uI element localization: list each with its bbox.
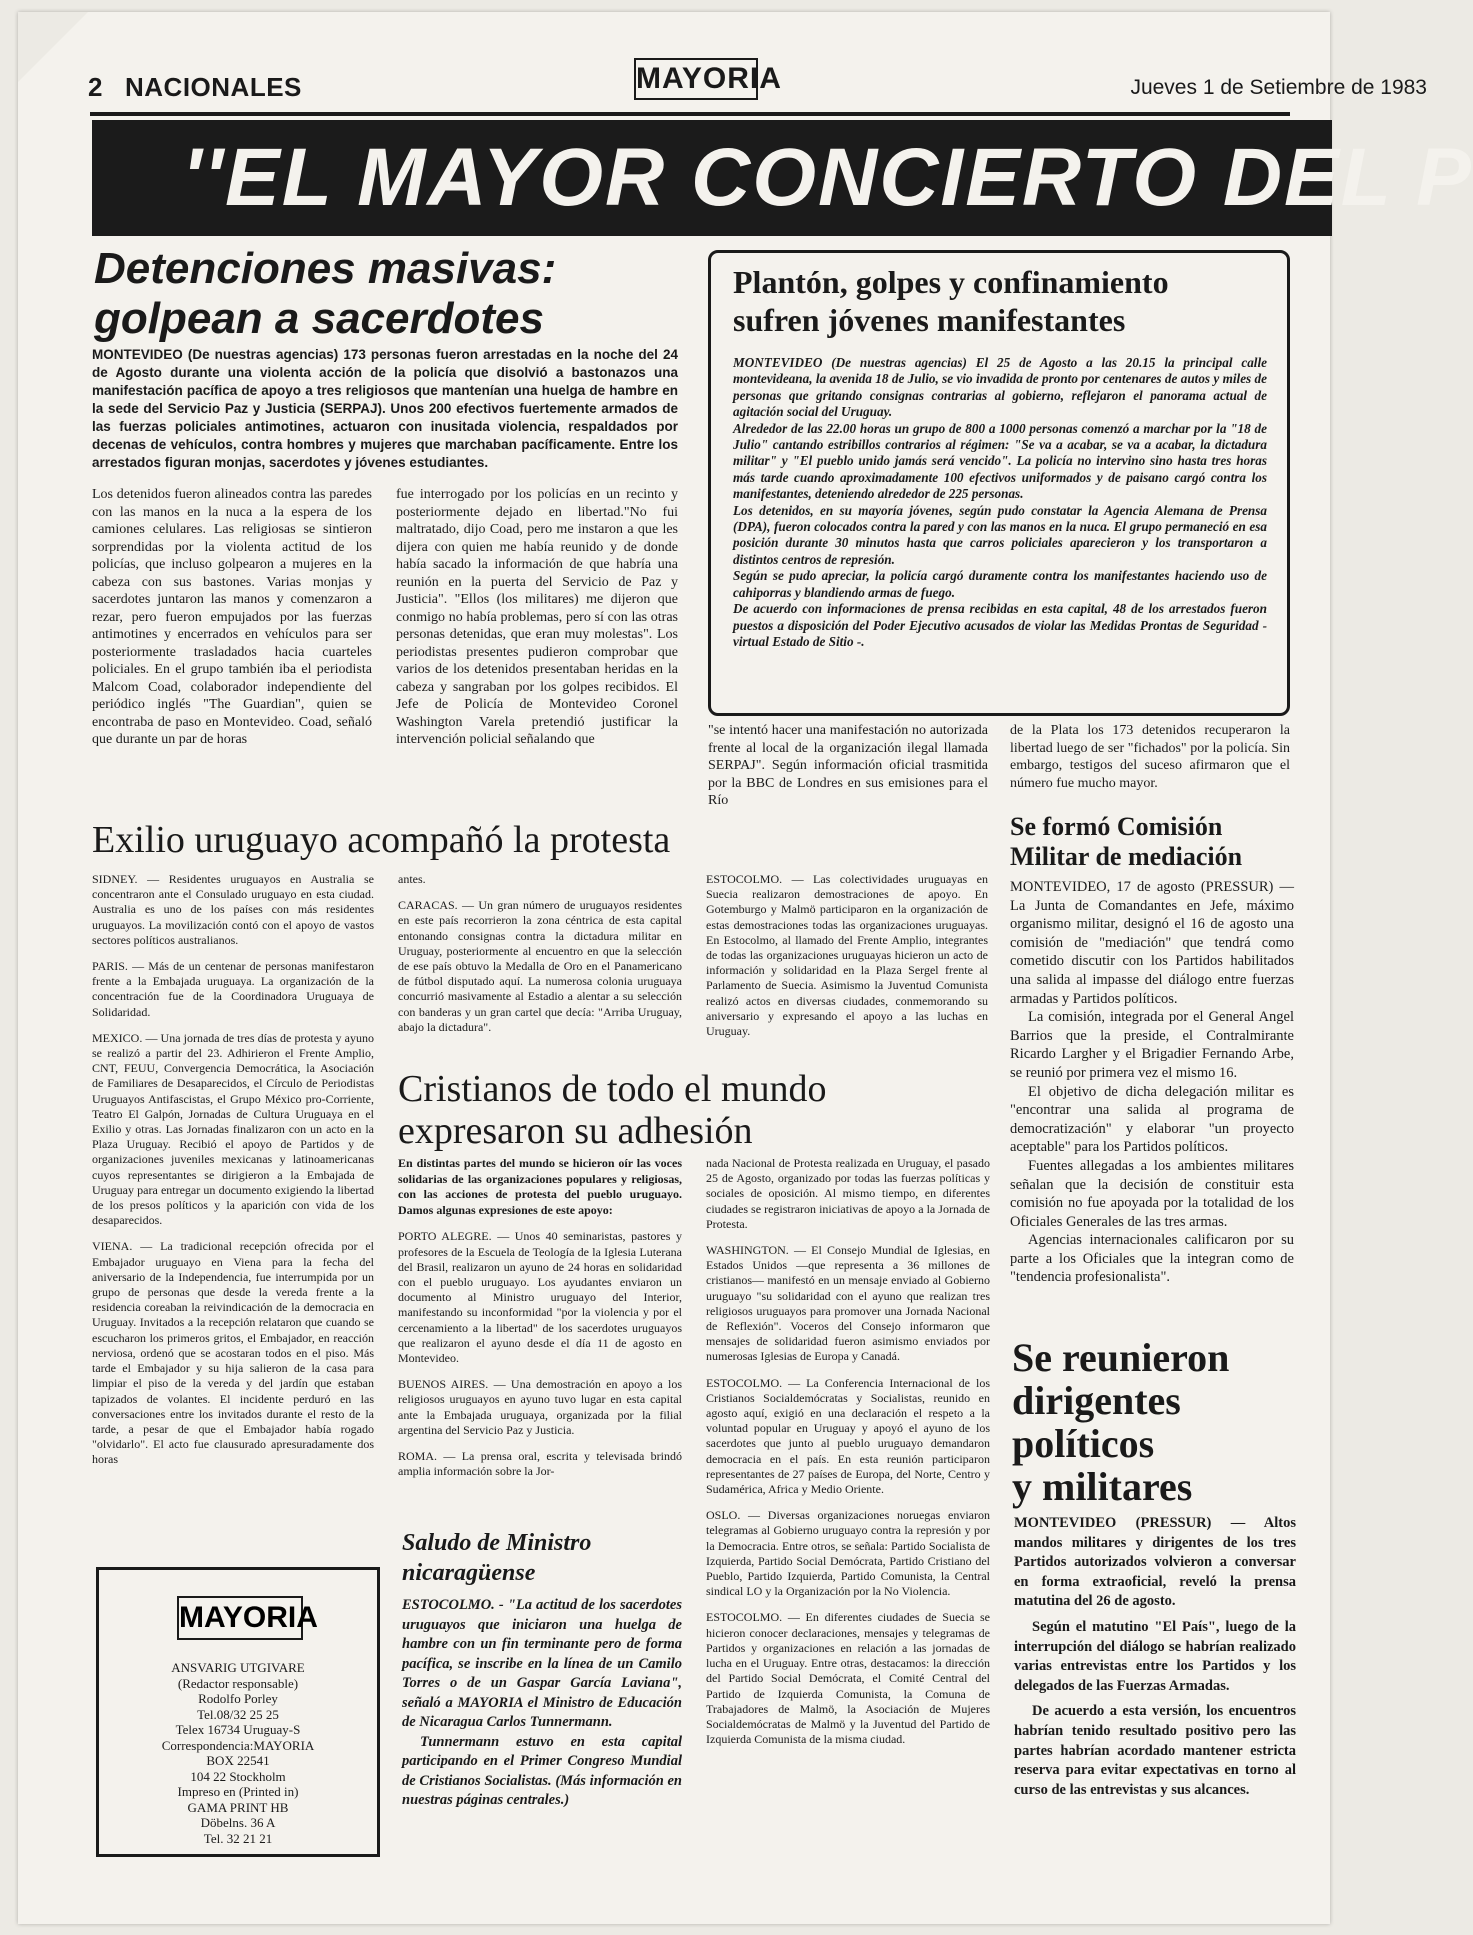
comision-paragraph: El objetivo de dicha delegación militar es "encontrar una salida al programa de democratización" y elaborar "un proyecto aceptable" para los Partidos políticos. (1010, 1083, 1294, 1156)
box-body (733, 355, 1267, 650)
box-title-line2: sufren jóvenes manifestantes (733, 302, 1126, 338)
box-title-line1: Plantón, golpes y confinamiento (733, 264, 1169, 300)
reunieron-body (1014, 1514, 1296, 1874)
reunieron-title (1012, 1336, 1292, 1508)
saludo-body (402, 1596, 682, 1864)
saludo-title-line2: nicaragüense (402, 1560, 536, 1586)
saludo-title-line1: Saludo de Ministro (402, 1530, 592, 1556)
article-column-2: fue interrogado por los policías en un recinto y posteriormente dejado en libertad."No fui maltratado, dijo Coad, pero me instaron a que les dijera con quien me había reunido y de donde había sacado la información de que habría una reunión en la puerta del Servicio de Paz y Justicia". "Ellos (los militares) me dijeron que conmigo no había problemas, pero sí con las otras personas detenidas, que eran muy molestas". Los periodistas presentes pudieron comprobar que varios de los detenidos presentaban heridas en la cabeza y sangraban por los golpes recibidos. El Jefe de Policía de Montevideo Coronel Washington Varela pretendió justificar la intervención policial señalando que (396, 487, 678, 747)
exilio-column-2 (398, 872, 682, 1072)
imprint-logo: MAYORIA (177, 1596, 303, 1640)
imprint-line: (Redactor responsable) (177, 1675, 299, 1691)
imprint-line: Tel.08/32 25 25 (197, 1706, 279, 1722)
reunieron-paragraph: MONTEVIDEO (PRESSUR) — Altos mandos militares y dirigentes de los tres Partidos autorizados volvieron a conversar en forma extraoficial, reveló la prensa matutina del 26 de agosto. (1014, 1515, 1296, 1610)
section-name: NACIONALES (125, 72, 302, 102)
comision-paragraph: La comisión, integrada por el General Angel Barrios que la preside, el Contralmirante Ricardo Largher y el Brigadier Fernando Arbe, se reunió por primera vez el mismo 16. (1010, 1009, 1294, 1081)
reunieron-title-line1: Se reunieron (1012, 1335, 1230, 1380)
box-paragraph: De acuerdo con informaciones de prensa recibidas en esta capital, 48 de los arrestados fueron puestos a disposición del Poder Ejecutivo acusados de violar las Medidas Prontas de Seguridad - virtual Estado de Sitio -. (733, 601, 1267, 649)
saludo-paragraph: Tunnermann estuvo en esta capital participando en el Primer Congreso Mundial de Cristianos Socialistas. (Más información en nuestras páginas centrales.) (402, 1733, 682, 1808)
exilio-sidney: SIDNEY. — Residentes uruguayos en Australia se concentraron ante el Consulado uruguayo en esta ciudad. Australia es uno de los países con más residentes uruguayos. La movilización contó con el apoyo de vastos sectores políticos australianos. (92, 872, 374, 947)
article-title-line2: golpean a sacerdotes (94, 294, 544, 343)
box-paragraph: Según se pudo apreciar, la policía cargó duramente contra los manifestantes haciendo uso de cahiporras y blandiendo armas de fuego. (733, 568, 1267, 600)
reunieron-paragraph: Según el matutino "El País", luego de la interrupción del diálogo se habrían realizado varias entrevistas entre los Partidos y los delegados de las Fuerzas Armadas. (1014, 1618, 1296, 1694)
banner-headline: ''EL MAYOR CONCIERTO DEL P (92, 120, 1332, 236)
imprint-line: Rodolfo Porley (198, 1691, 278, 1706)
box-paragraph: Los detenidos, en su mayoría jóvenes, según pudo constatar la Agencia Alemana de Prensa (DPA), fueron colocados contra la pared y con las manos en la nuca. El grupo permaneció en esa posición durante 30 minutos hasta que carros policiales aparecieron y los transportaron a distintos centros de represión. (733, 502, 1267, 567)
cristianos-column-2 (706, 1156, 990, 1866)
page-number: 2 (88, 72, 103, 102)
cristianos-estocolmo-2: ESTOCOLMO. — En diferentes ciudades de Suecia se hicieron conocer declaraciones, mensajes y telegramas de Partidos y organizaciones en relación a las jornadas de lucha en el Uruguay. Entre otras, destacamos: la dirección del Partido Social Demócrata, el Comité Central del Partido de Izquierda Comunista, la Comuna de Trabajadores de Malmö, la Asociación de Mujeres Socialdemócratas de Malmö y la Juventud del Partido de Izquierda Comunista de la misma ciudad. (706, 1610, 990, 1747)
cristianos-title-line1: Cristianos de todo el mundo (398, 1068, 827, 1110)
box-title (733, 263, 1273, 339)
imprint-line: GAMA PRINT HB (187, 1799, 289, 1815)
article-column-4: de la Plata los 173 detenidos recuperaron la libertad luego de ser "fichados" por la policía. Sin embargo, testigos del suceso afirmaron que el número fue mucho mayor. (1010, 723, 1290, 791)
box-paragraph: MONTEVIDEO (De nuestras agencias) El 25 de Agosto a las 20.15 la principal calle montevideana, la avenida 18 de Julio, se vio invadida de pronto por centenares de autos y miles de personas que gritando consignas contrarias al gobierno, reflejaron el panorama actual de agitación social del Uruguay. (733, 355, 1267, 420)
cristianos-nada: nada Nacional de Protesta realizada en Uruguay, el pasado 25 de Agosto, organizado por todas las fuerzas políticas y sociales de oposición. Al mismo tiempo, en diferentes ciudades se registraron iniciativas de apoyo a la Jornada de Protesta. (706, 1156, 990, 1231)
comision-paragraph: Fuentes allegadas a los ambientes militares señalan que la decisión de constituir esta comisión no fue apoyada por la totalidad de los Oficiales Generales de las tres armas. (1010, 1157, 1294, 1230)
article-lead: MONTEVIDEO (De nuestras agencias) 173 personas fueron arrestadas en la noche del 24 de Agosto durante una violenta acción de la policía que disolvió a bastonazos una manifestación pacífica de apoyo a tres religiosos que mantenían una huelga de hambre en la sede del Servicio Paz y Justicia (SERPAJ). Unos 200 efectivos fuertemente armados de las fuerzas policiales antimotines, actuaron con inusitada violencia, respaldados por decenas de vehículos, contra hombres y mujeres que marchaban pacíficamente. Entre los arrestados figuran monjas, sacerdotes y jóvenes estudiantes. (92, 347, 678, 470)
reunieron-title-line2: dirigentes (1012, 1378, 1181, 1423)
box-paragraph: Alrededor de las 22.00 horas un grupo de 800 a 1000 personas comenzó a marchar por la "18 de Julio" cantando estribillos contrarios al régimen: "Se va a acabar, se va a acabar, la dictadura militar" y "El pueblo unido jamás será vencido". La policía no intervino sino hasta tres horas más tarde cuando aproximadamente 100 efectivos uniformados y de paisano cargó contra los manifestantes, deteniendo alrededor de 225 personas. (733, 420, 1267, 502)
header-rule (90, 112, 1290, 116)
article-title-line1: Detenciones masivas: (94, 244, 557, 293)
exilio-viena: VIENA. — La tradicional recepción ofrecida por el Embajador uruguayo en Viena para la fecha del aniversario de la Independencia, fue interrumpida por un grupo de personas que desde la vereda frente a la residencia coreaban la reivindicación de la democracia en Uruguay. Invitados a la recepción relataron que cuando se escucharon los primeros gritos, el Embajador, en reacción nerviosa, ordenó que se acostaran todos en el piso. Más tarde el Embajador y su hija salieron de la casa para limpiar el piso de la vereda y del jardín que estaban tapizados de volantes. El incidente perduró en las conversaciones entre los invitados durante el resto de la tarde, a pesar de que el Embajador había rogado "olvidarlo". El acto fue clausurado apresuradamente dos horas (92, 1239, 374, 1467)
cristianos-oslo: OSLO. — Diversas organizaciones noruegas enviaron telegramas al Gobierno uruguayo contra la represión y por la Democracia. Entre otros, se señala: Partido Socialista de Izquierda, Partido Social Demócrata, Partido Cristiano del Pueblo, Partido Izquierda, Partido Comunista, la Central sindical LO y la Organización por la No Violencia. (706, 1508, 990, 1599)
comision-title (1010, 812, 1290, 872)
comision-paragraph: Agencias internacionales calificaron por su parte a los Oficiales que la integran como de "tendencia profesionalista". (1010, 1232, 1294, 1286)
comision-body (1010, 878, 1294, 1328)
cristianos-column-1 (398, 1156, 682, 1516)
exilio-mexico: MEXICO. — Una jornada de tres días de protesta y ayuno se realizó a partir del 23. Adhirieron el Frente Amplio, CNT, FEUU, Convergencia Democrática, la Asociación de Familiares de Desaparecidos, el Círculo de Periodistas Uruguayos Antifascistas, el Grupo México pro-Corriente, Teatro El Galpón, Jornadas de Cultura Uruguaya en el Exilio y otras. Las Jornadas finalizaron con un acto en la Plaza Uruguay. Recibió el apoyo de Partidos y de organizaciones juveniles mexicanas y latinoamericanas cuyos representantes se dirigieron a la Embajada de Uruguay para entregar un documento exigiendo la libertad de los presos políticos y la aparición con vida de los desaparecidos. (92, 1030, 374, 1228)
imprint-line: Correspondencia:MAYORIA (161, 1737, 315, 1753)
exilio-paris: PARIS. — Más de un centenar de personas manifestaron frente a la Embajada uruguaya. La organización de la concentración fue de la Coordinadora Uruguaya de Solidaridad. (92, 959, 374, 1019)
imprint-line: BOX 22541 (206, 1753, 270, 1768)
boxed-article (708, 250, 1290, 716)
saludo-paragraph: ESTOCOLMO. - "La actitud de los sacerdotes uruguayos que iniciaron una huelga de hambre con un fin terminante pero de forma pacífica, se inscribe en la línea de un Camilo Torres o de un Gaspar García Laviana", señaló a MAYORIA el Ministro de Educación de Nicaragua Carlos Tunnermann. (402, 1597, 682, 1730)
masthead-logo: MAYORIA (634, 58, 758, 100)
imprint-line: Tel. 32 21 21 (203, 1830, 273, 1846)
cristianos-lead: En distintas partes del mundo se hicieron oír las voces solidarias de las organizaciones populares y religiosas, con las acciones de protesta del pueblo uruguayo. Damos algunas expresiones de este apoyo: (398, 1156, 682, 1217)
imprint-line: Döbelns. 36 A (200, 1815, 276, 1830)
exilio-column-3 (706, 872, 988, 1072)
reunieron-title-line3: políticos (1012, 1421, 1155, 1466)
article-column-1: Los detenidos fueron alineados contra las paredes con las manos en la nuca a la espera de los camiones celulares. Las religiosas se sintieron sorprendidas por la violenta actitud de los policías, que incluso golpearon a mujeres en la cabeza con sus bastones. Varias monjas y sacerdotes juntaron las manos y comenzaron a rezar, pero fueron empujados por las fuerzas antimotines y encerrados en vehículos para ser posteriormente trasladados hacia cuarteles policiales. En el grupo también iba el periodista Malcom Coad, colaborador independiente del periódico inglés "The Guardian", quien se encontraba de paso en Montevideo. Coad, señaló que durante un par de horas (92, 487, 372, 747)
cristianos-buenos-aires: BUENOS AIRES. — Una demostración en apoyo a los religiosos uruguayos en ayuno tuvo lugar en esta capital ante la Embajada uruguaya, organizada por la filial argentina del Servicio Paz y Justicia. (398, 1377, 682, 1437)
exilio-title: Exilio uruguayo acompañó la protesta (92, 819, 671, 861)
exilio-column-1 (92, 872, 374, 1552)
cristianos-title (398, 1068, 958, 1152)
cristianos-estocolmo: ESTOCOLMO. — La Conferencia Internacional de los Cristianos Socialdemócratas y Socialistas, reunido en agosto aquí, exigió en una declaración el respeto a la voluntad popular en Uruguay y apoyó el ayuno de los sacerdotes que junto al pueblo uruguayo demandaron democracia en el país. En esta reunión participaron representantes de 27 países de Europa, del Norte, Centro y Sudamérica, Africa y Medio Oriente. (706, 1375, 990, 1497)
imprint-line: Impreso en (Printed in) (177, 1784, 299, 1799)
cristianos-roma: ROMA. — La prensa oral, escrita y televisada brindó amplia información sobre la Jor- (398, 1449, 682, 1479)
imprint-lines (99, 1660, 377, 1846)
reunieron-paragraph: De acuerdo a esta versión, los encuentros habrían tenido resultado positivo pero las partes habrían acordado mantener estricta reserva para evitar expectativas en torno al curso de las entrevistas y sus alcances. (1014, 1703, 1296, 1798)
comision-paragraph: MONTEVIDEO, 17 de agosto (PRESSUR) — La Junta de Comandantes en Jefe, máximo organismo militar, designó el 16 de agosto una comisión de "mediación" que tendrá como cometido discutir con los Partidos habilitados una salida al impasse del diálogo entre fuerzas armadas y Partidos políticos. (1010, 879, 1294, 1007)
folded-corner (18, 12, 88, 82)
saludo-title (402, 1528, 682, 1588)
cristianos-porto-alegre: PORTO ALEGRE. — Unos 40 seminaristas, pastores y profesores de la Escuela de Teología de la Iglesia Luterana del Brasil, realizaron un ayuno de 24 horas en solidaridad con el pueblo uruguayo. Los ayudantes enviaron un documento al Ministro uruguayo del Interior, manifestando su inconformidad "por la violencia y por el cercenamiento a la libertad" de los sacerdotes uruguayos que realizaron el ayuno desde el día 11 de agosto en Montevideo. (398, 1229, 682, 1365)
imprint-line: ANSVARIG UTGIVARE (171, 1660, 305, 1675)
article-column-3: "se intentó hacer una manifestación no autorizada frente al local de la organización ilegal llamada SERPAJ". Según información oficial trasmitida por la BBC de Londres en sus emisiones para el Río (708, 723, 988, 808)
imprint-line: Telex 16734 Uruguay-S (175, 1722, 301, 1737)
comision-title-line1: Se formó Comisión (1010, 812, 1223, 841)
exilio-estocolmo: ESTOCOLMO. — Las colectividades uruguayas en Suecia realizaron demostraciones de apoyo. En Gotemburgo y Malmö participaron en la organización de estas demostraciones todas las organizaciones uruguayas. En Estocolmo, al llamado del Frente Amplio, integrantes de todas las organizaciones uruguayas hicieron un acto de información y solidaridad en la Plaza Sergel frente al Parlamento de Suecia. Asimismo la Juventud Comunista realizó actos en diversas ciudades, conmemorando su aniversario y expresando el apoyo a las luchas en Uruguay. (706, 872, 988, 1039)
exilio-antes: antes. (398, 872, 426, 886)
issue-date: Jueves 1 de Setiembre de 1983 (1130, 76, 1427, 99)
comision-title-line2: Militar de mediación (1010, 842, 1243, 871)
cristianos-washington: WASHINGTON. — El Consejo Mundial de Iglesias, en Estados Unidos —que representa a 36 millones de cristianos— manifestó en un mensaje enviado al Gobierno uruguayo "su solidaridad con el ayuno que realizan tres religiosos uruguayos para promover una Jornada Nacional de Reflexión". Voceros del Consejo informaron que mensajes de solidaridad fueron asimismo enviados por numerosas Iglesias de Europa y Canadá. (706, 1243, 990, 1364)
article-title (94, 244, 694, 344)
imprint-box (96, 1567, 380, 1857)
imprint-line: 104 22 Stockholm (190, 1768, 286, 1784)
exilio-caracas: CARACAS. — Un gran número de uruguayos residentes en este país recorrieron la zona céntrica de esta capital entonando consignas contra la dictadura militar en Uruguay, posteriormente al encuentro en que la selección de ese país obtuvo la Medalla de Oro en el Panamericano de fútbol disputado aquí. La numerosa colonia uruguaya concurrió masivamente al Estadio a alentar a su selección con banderas y un gran cartel que decía: "Arriba Uruguay, abajo la dictadura". (398, 898, 682, 1034)
cristianos-title-line2: expresaron su adhesión (398, 1110, 753, 1152)
reunieron-title-line4: y militares (1012, 1464, 1193, 1509)
